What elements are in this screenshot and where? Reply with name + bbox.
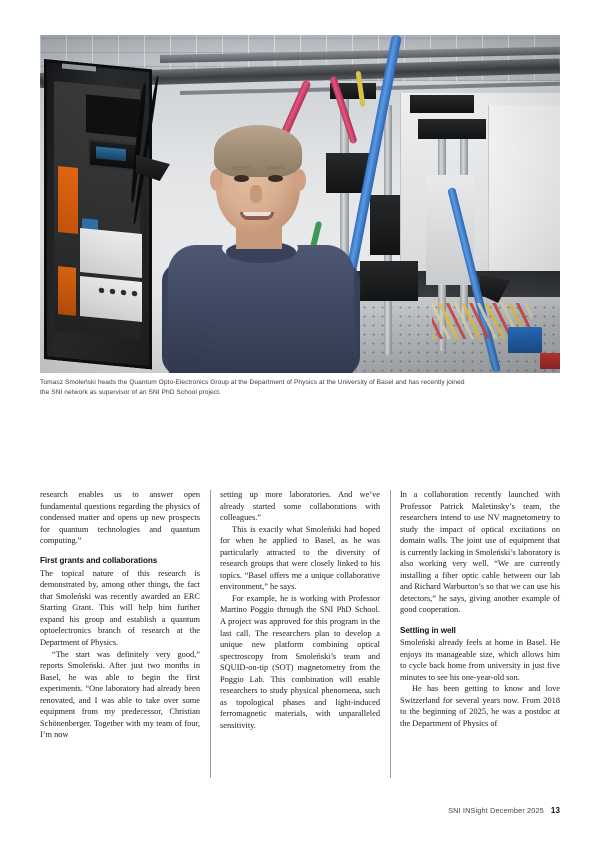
photo-optical-block (370, 195, 400, 255)
photo-optical-mount-3 (418, 119, 486, 139)
body-paragraph: He has been getting to know and love Switzerland for several years now. From 2018 to the beginning of 2025, he was a postdoc at the Department of Physics of (400, 684, 560, 728)
footer-publication: SNI INSight December 2025 (448, 806, 544, 815)
page-footer (40, 806, 560, 815)
photo-red-box (540, 353, 560, 369)
photo-person-eye-left (234, 175, 249, 182)
text-column-1 (40, 489, 200, 781)
photo-rack-module-white-2 (80, 276, 142, 322)
photo-person-ear-right (293, 169, 306, 191)
photo-person-eyebrow-right (266, 166, 285, 170)
article-body (40, 489, 560, 781)
body-paragraph: setting up more laboratories. And we’ve already started some collaborations with colleagues.” (220, 490, 380, 523)
article-photo (40, 35, 560, 373)
photo-optical-mount-2 (410, 95, 474, 113)
photo-rack-module-dark (86, 94, 140, 137)
photo-person-hair (214, 125, 302, 177)
photo-rack-module-orange-2 (58, 266, 76, 316)
photo-rack-module-white (80, 228, 142, 278)
section-heading: First grants and collaborations (40, 556, 158, 566)
body-paragraph: The topical nature of this research is demonstrated by, among other things, the fact that Smoleński was recently awarded an ERC Starting Grant. This will help him further expand his group and establish a quantum optoelectronics branch of research at the Department of Physics. (40, 568, 200, 648)
text-column-3 (400, 489, 560, 781)
photo-optical-block-2 (360, 261, 418, 301)
photo-person-teeth (243, 212, 271, 216)
photo-blue-bin (508, 327, 542, 353)
photo-rack-module-orange (58, 166, 78, 234)
footer-page-number: 13 (550, 806, 560, 815)
column-rule-2 (390, 490, 391, 778)
body-paragraph: “The start was definitely very good,” reports Smoleński. After just two months in Basel, he was able to begin the first experiments. “One laboratory had already been renovated, and I was able to take over some equipment from my predecessor, Christian Schönenberger. Together with my team of four, I’m now (40, 649, 200, 740)
photo-caption: Tomasz Smoleński heads the Quantum Opto-Electronics Group at the Department of Physics at the University of Basel and has recently joined the SNI network as supervisor of an SNI PhD School project. (40, 379, 465, 397)
body-paragraph: For example, he is working with Professor Martino Poggio through the SNI PhD School. A project was approved for this program in the last call. The researchers plan to develop a unique new platform combining optical spectroscopy from Smoleński’s team and SQUID-on-tip (SOT) magnetometry from the Poggio Lab. This combination will enable researchers to study physical phenomena, such as topological phases and light-induced ferromagnetic materials, with unparalleled sensitivity. (220, 593, 380, 730)
body-paragraph: In a collaboration recently launched with Professor Patrick Maletinsky’s team, the researchers intend to use NV magnetometry to study the impact of optical excitations on domain walls. The joint use of equipment that is currently lacking in Smoleński’s laboratory is also working very well. “We are currently installing a fiber optic cable between our lab and Richard Warburton’s so that we can use his detectors,” he says, giving another example of good cooperation. (400, 490, 560, 615)
photo-person-ear-left (210, 169, 223, 191)
photo-person-torso (168, 245, 354, 373)
body-paragraph: This is exactly what Smoleński had hoped for when he applied to Basel, as he was particularly attracted to the diversity of research groups that were closely linked to his topics. “Basel offers me a unique collaborative environment,” he says. (220, 524, 380, 592)
photo-person-nose (250, 185, 262, 203)
photo-person-eyebrow-left (232, 166, 251, 170)
photo-person-eye-right (268, 175, 283, 182)
photo-rack-display (88, 139, 138, 172)
section-heading: Settling in well (400, 625, 456, 635)
body-paragraph: research enables us to answer open fundamental questions regarding the physics of condensed matter and opens up new prospects for quantum technologies and quantum computing.” (40, 490, 200, 546)
text-column-2 (220, 489, 380, 781)
body-paragraph: Smoleński already feels at home in Basel. He enjoys its manageable size, which allows him to cycle back home from university in just five minutes to see his one-year-old son. (400, 638, 560, 682)
column-rule-1 (210, 490, 211, 778)
